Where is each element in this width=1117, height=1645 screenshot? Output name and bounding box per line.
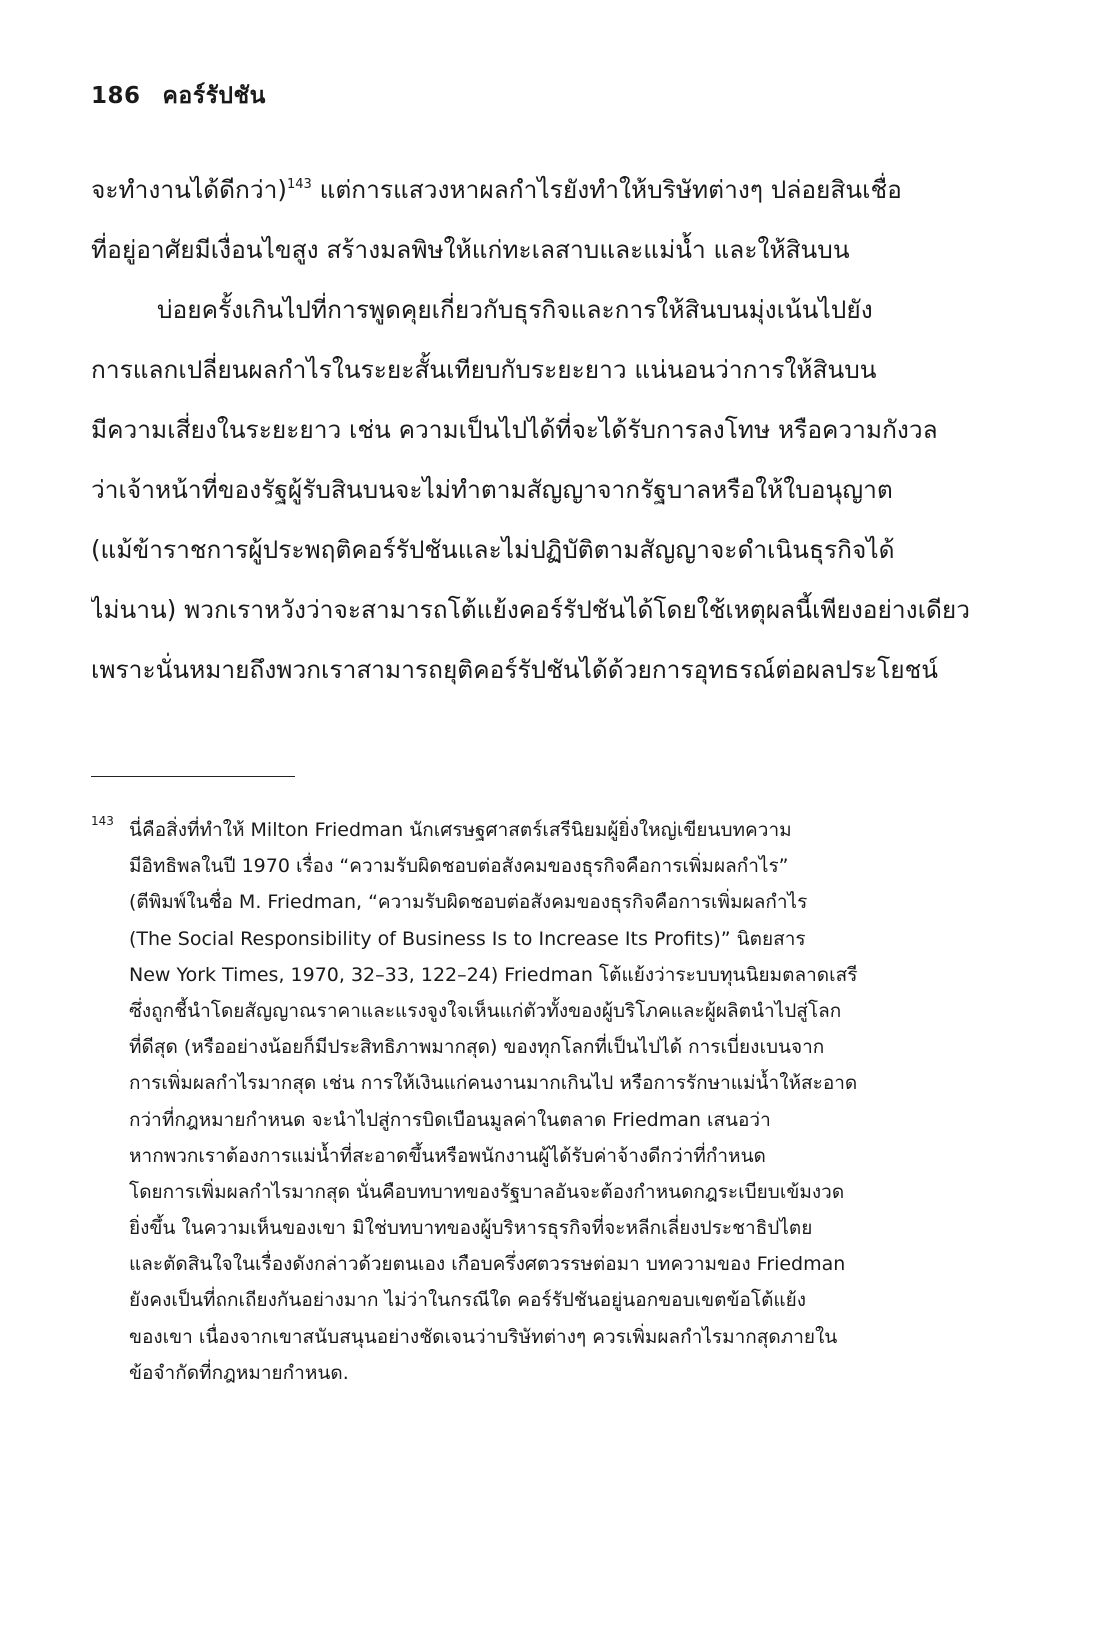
body-line: ว่าเจ้าหน้าที่ของรัฐผู้รับสินบนจะไม่ทำตามสัญญาจากรัฐบาลหรือให้ใบอนุญาต xyxy=(91,475,893,504)
body-line: ไม่นาน) พวกเราหวังว่าจะสามารถโต้แย้งคอร์รัปชันได้โดยใช้เหตุผลนี้เพียงอย่างเดียว xyxy=(91,595,970,624)
footnote-line: หากพวกเราต้องการแม่น้ำที่สะอาดขึ้นหรือพนักงานผู้ได้รับค่าจ้างดีกว่าที่กำหนด xyxy=(129,1144,766,1167)
footnote-number: 143 xyxy=(91,814,114,828)
footnote-line: มีอิทธิพลในปี 1970 เรื่อง “ความรับผิดชอบต่อสังคมของธุรกิจคือการเพิ่มผลกำไร” xyxy=(129,855,789,878)
running-head xyxy=(91,78,266,114)
footnote-line: ซึ่งถูกชี้นำโดยสัญญาณราคาและแรงจูงใจเห็นแก่ตัวทั้งของผู้บริโภคและผู้ผลิตนำไปสู่โลก xyxy=(129,999,842,1022)
footnote-line: ที่ดีสุด (หรืออย่างน้อยก็มีประสิทธิภาพมากสุด) ของทุกโลกที่เป็นไปได้ การเบี่ยงเบนจาก xyxy=(129,1036,825,1059)
page-number: 186 xyxy=(91,83,141,109)
footnote-line: ข้อจำกัดที่กฎหมายกำหนด. xyxy=(129,1361,349,1384)
body-line: การแลกเปลี่ยนผลกำไรในระยะสั้นเทียบกับระยะยาว แน่นอนว่าการให้สินบน xyxy=(91,355,877,384)
footnote-line: การเพิ่มผลกำไรมากสุด เช่น การให้เงินแก่คนงานมากเกินไป หรือการรักษาแม่น้ำให้สะอาด xyxy=(129,1072,858,1095)
body-line: มีความเสี่ยงในระยะยาว เช่น ความเป็นไปได้ที่จะได้รับการลงโทษ หรือความกังวล xyxy=(91,415,938,444)
body-line: จะทำงานได้ดีกว่า)$^{143}$ แต่การแสวงหาผลกำไรยังทำให้บริษัทต่างๆ ปล่อยสินเชื่อ xyxy=(91,175,902,204)
footnote-line: (ตีพิมพ์ในชื่อ M. Friedman, “ความรับผิดชอบต่อสังคมของธุรกิจคือการเพิ่มผลกำไร xyxy=(129,891,808,914)
book-title: คอร์รัปชัน xyxy=(162,83,266,109)
footnote-line: ของเขา เนื่องจากเขาสนับสนุนอย่างชัดเจนว่าบริษัทต่างๆ ควรเพิ่มผลกำไรมากสุดภายใน xyxy=(129,1325,838,1348)
footnote-line: นี่คือสิ่งที่ทำให้ Milton Friedman นักเศรษฐศาสตร์เสรีนิยมผู้ยิ่งใหญ่เขียนบทความ xyxy=(129,819,792,841)
footnote-reference[interactable]: 143 xyxy=(286,177,312,192)
footnote-line: กว่าที่กฎหมายกำหนด จะนำไปสู่การบิดเบือนมูลค่าในตลาด Friedman เสนอว่า xyxy=(129,1108,771,1131)
footnote-line: ยิ่งขึ้น ในความเห็นของเขา มิใช่บทบาทของผู้บริหารธุรกิจที่จะหลีกเลี่ยงประชาธิปไตย xyxy=(129,1217,813,1240)
body-line: เพราะนั่นหมายถึงพวกเราสามารถยุติคอร์รัปชันได้ด้วยการอุทธรณ์ต่อผลประโยชน์ xyxy=(91,655,939,684)
body-line: ที่อยู่อาศัยมีเงื่อนไขสูง สร้างมลพิษให้แก่ทะเลสาบและแม่น้ำ และให้สินบน xyxy=(91,235,850,264)
footnote-text xyxy=(129,812,981,1391)
footnote-line: และตัดสินใจในเรื่องดังกล่าวด้วยตนเอง เกือบครึ่งศตวรรษต่อมา บทความของ Friedman xyxy=(129,1253,846,1276)
footnote-line: โดยการเพิ่มผลกำไรมากสุด นั่นคือบทบาทของรัฐบาลอันจะต้องกำหนดกฎระเบียบเข้มงวด xyxy=(129,1180,845,1203)
footnote-divider xyxy=(91,776,295,777)
footnote-line: ยังคงเป็นที่ถกเถียงกันอย่างมาก ไม่ว่าในกรณีใด คอร์รัปชันอยู่นอกขอบเขตข้อโต้แย้ง xyxy=(129,1289,807,1312)
footnote-line: (The Social Responsibility of Business Is to Increase Its Profits)” นิตยสาร xyxy=(129,927,806,950)
body-line: (แม้ข้าราชการผู้ประพฤติคอร์รัปชันและไม่ปฏิบัติตามสัญญาจะดำเนินธุรกิจได้ xyxy=(91,535,895,564)
body-text xyxy=(91,160,981,700)
paragraph-first-line: บ่อยครั้งเกินไปที่การพูดคุยเกี่ยวกับธุรกิจและการให้สินบนมุ่งเน้นไปยัง xyxy=(157,295,873,324)
footnote-line: New York Times, 1970, 32–33, 122–24) Friedman โต้แย้งว่าระบบทุนนิยมตลาดเสรี xyxy=(129,963,858,986)
